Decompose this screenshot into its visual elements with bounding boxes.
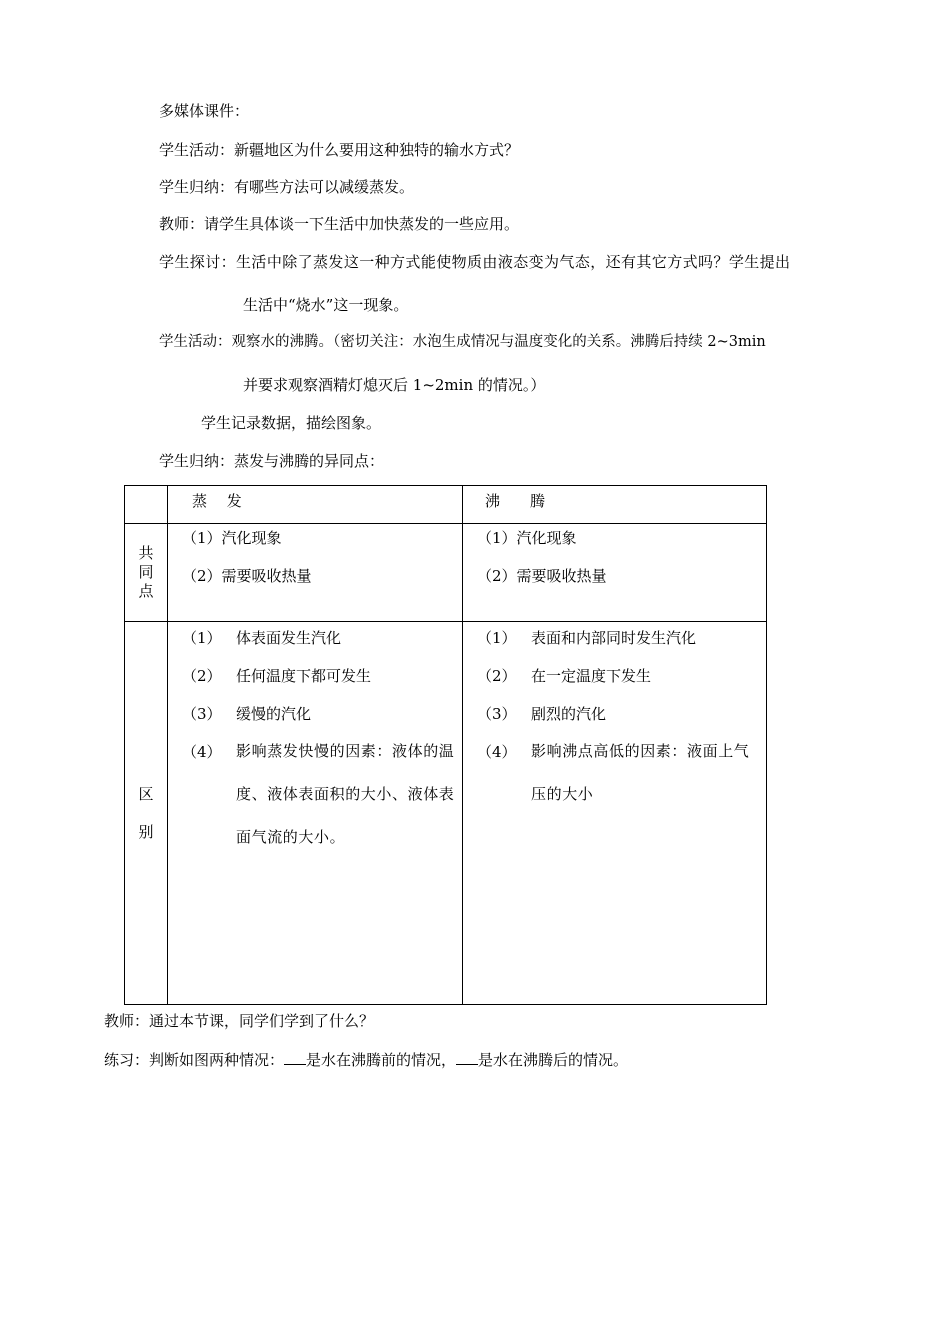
line-student-activity-1 xyxy=(159,140,519,160)
line-text: 观察水的沸腾。（密切关注：水泡生成情况与温度变化的关系。沸腾后持续 2~3min xyxy=(231,334,766,350)
line-label: 学生归纳： xyxy=(159,178,235,196)
item-text: 影响蒸发快慢的因素：液体的温度、液体表面积的大小、液体表面气流的大小。 xyxy=(236,742,455,846)
item-number: （2） xyxy=(477,667,517,685)
line-multimedia: 多媒体课件： xyxy=(159,102,250,120)
table-row-difference xyxy=(125,622,767,1005)
line-text: 新疆地区为什么要用这种独特的输水方式？ xyxy=(234,141,520,159)
comparison-table xyxy=(124,485,767,1005)
line-text: 通过本节课，同学们学到了什么？ xyxy=(149,1012,375,1030)
line-label: 学生活动： xyxy=(159,141,235,159)
line-student-activity-2-cont: 并要求观察酒精灯熄灭后 1~2min 的情况。） xyxy=(243,376,546,394)
common-evaporation-cell xyxy=(168,524,463,622)
header-boiling xyxy=(463,486,767,524)
item-number: （2） xyxy=(182,667,222,685)
difference-evaporation-cell xyxy=(168,622,463,1005)
item-text: 剧烈的汽化 xyxy=(531,705,607,723)
line-teacher-2 xyxy=(104,1011,374,1031)
difference-boiling-cell xyxy=(463,622,767,1005)
item-text: 体表面发生汽化 xyxy=(236,629,342,647)
line-exercise xyxy=(104,1049,628,1070)
list-item: （1）汽化现象 xyxy=(182,529,282,547)
row-label-char: 同 xyxy=(138,563,154,581)
line-label: 教师： xyxy=(104,1012,150,1030)
line-text: 生活中除了蒸发这一种方式能使物质由液态变为气态，还有其它方式吗？学生提出 xyxy=(236,253,791,271)
item-number: （1） xyxy=(477,629,517,647)
exercise-text-a: 判断如图两种情况： xyxy=(149,1051,285,1069)
list-item xyxy=(168,662,462,700)
row-label-char: 共 xyxy=(138,544,154,562)
item-number: （4） xyxy=(182,743,222,761)
list-item xyxy=(168,738,462,878)
row-label-char: 别 xyxy=(138,823,154,841)
item-number: （3） xyxy=(182,705,222,723)
list-item xyxy=(463,624,766,662)
list-item: （2）需要吸收热量 xyxy=(182,567,312,585)
list-item: （1）汽化现象 xyxy=(477,529,577,547)
header-evaporation-text: 蒸 发 xyxy=(192,492,242,510)
table-corner-cell xyxy=(125,486,168,524)
table-header-row xyxy=(125,486,767,524)
common-boiling-cell xyxy=(463,524,767,622)
line-student-discussion-cont: 生活中“烧水”这一现象。 xyxy=(243,296,409,314)
line-student-summary-1 xyxy=(159,177,414,197)
line-label: 学生活动： xyxy=(159,334,232,350)
exercise-text-c: 是水在沸腾后的情况。 xyxy=(478,1051,629,1069)
list-item xyxy=(463,662,766,700)
line-text: 有哪些方法可以减缓蒸发。 xyxy=(234,178,415,196)
line-label: 练习： xyxy=(104,1051,150,1069)
item-text: 缓慢的汽化 xyxy=(236,705,312,723)
item-text: 影响沸点高低的因素：液面上气压的大小 xyxy=(531,742,750,803)
row-label-char: 区 xyxy=(138,785,154,803)
table-row-common xyxy=(125,524,767,622)
item-number: （4） xyxy=(477,743,517,761)
header-evaporation xyxy=(168,486,463,524)
row-label-common xyxy=(125,524,168,622)
list-item xyxy=(463,738,766,838)
line-text: 蒸发与沸腾的异同点： xyxy=(234,452,385,470)
list-item: （2）需要吸收热量 xyxy=(477,567,607,585)
line-student-activity-2 xyxy=(159,332,766,352)
header-boiling-text: 沸 腾 xyxy=(485,492,546,510)
row-label-char: 点 xyxy=(138,582,154,600)
answer-blank-2[interactable] xyxy=(456,1049,478,1065)
row-label-difference xyxy=(125,622,168,1005)
line-label: 学生归纳： xyxy=(159,452,235,470)
item-text: 任何温度下都可发生 xyxy=(236,667,372,685)
line-teacher-1 xyxy=(159,214,519,234)
item-number: （1） xyxy=(182,629,222,647)
exercise-text-b: 是水在沸腾前的情况， xyxy=(306,1051,457,1069)
line-label: 教师： xyxy=(159,215,205,233)
item-text: 在一定温度下发生 xyxy=(531,667,652,685)
item-number: （3） xyxy=(477,705,517,723)
line-student-summary-2 xyxy=(159,451,384,471)
line-student-discussion xyxy=(159,252,790,272)
line-text: 请学生具体谈一下生活中加快蒸发的一些应用。 xyxy=(204,215,520,233)
item-text: 表面和内部同时发生汽化 xyxy=(531,629,697,647)
line-record-data: 学生记录数据，描绘图象。 xyxy=(201,414,382,432)
list-item xyxy=(168,624,462,662)
answer-blank-1[interactable] xyxy=(284,1049,306,1065)
line-label: 学生探讨： xyxy=(159,253,237,271)
